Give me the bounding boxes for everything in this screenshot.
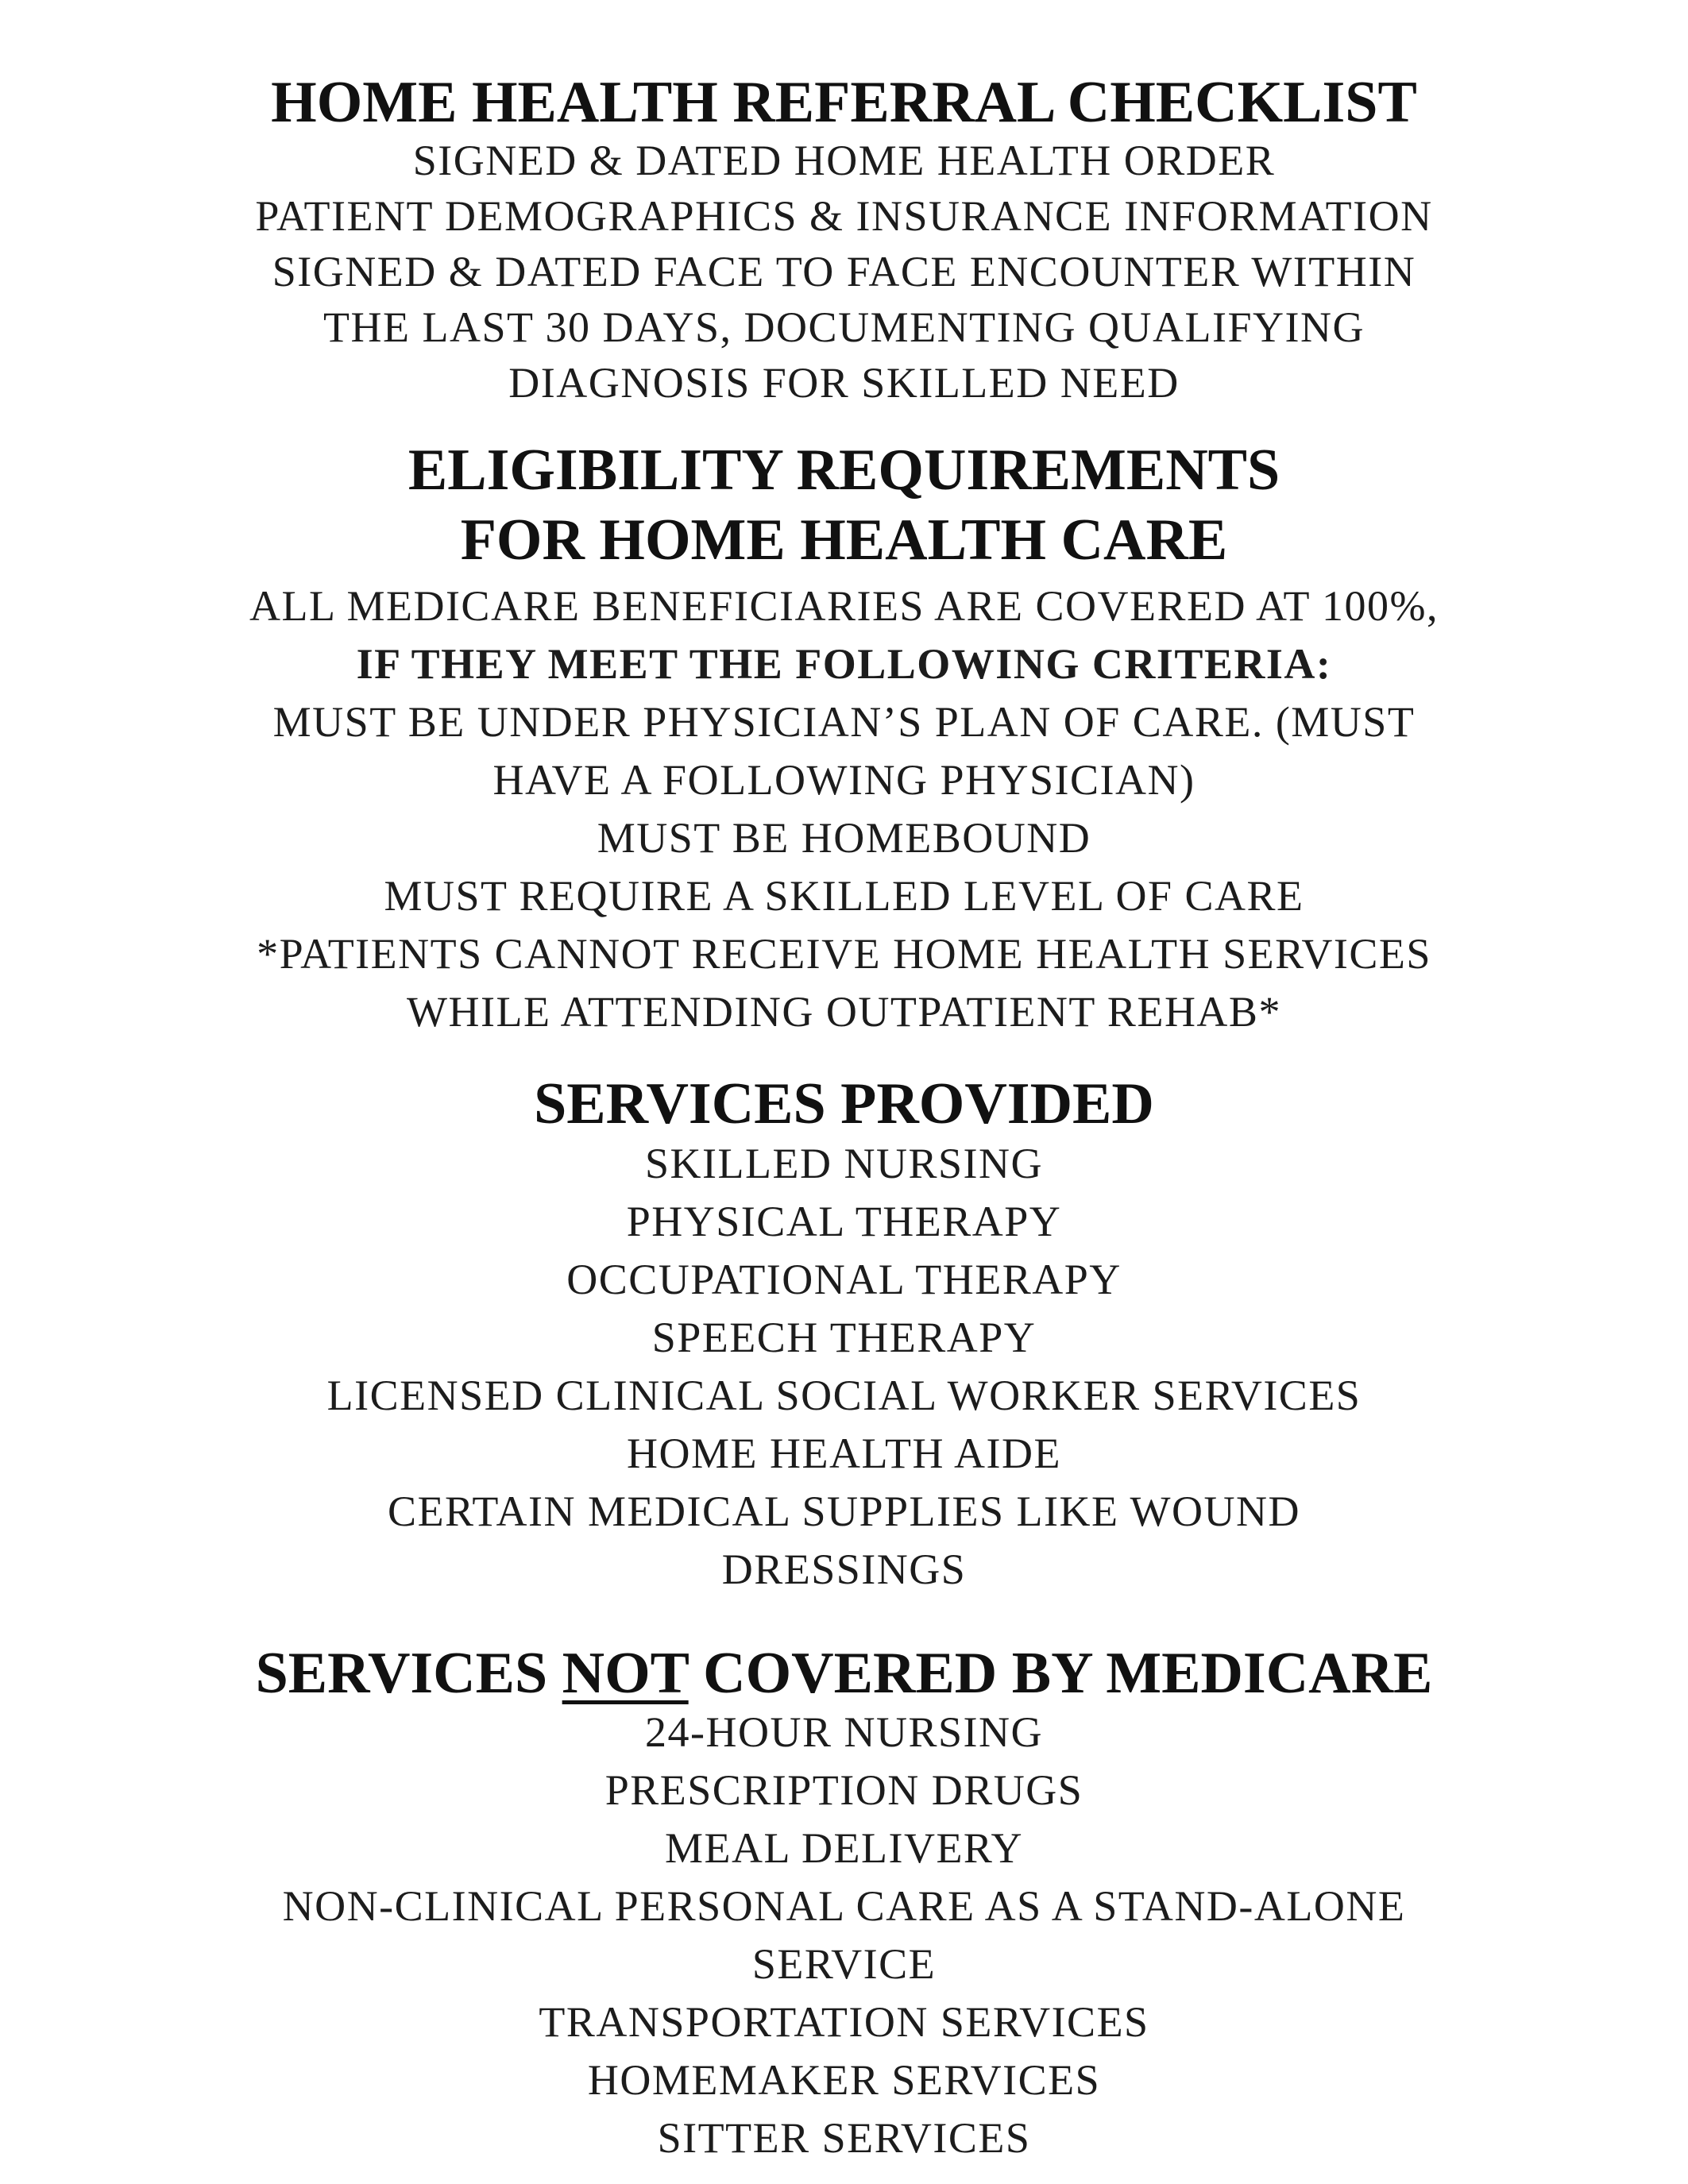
services-provided-title: SERVICES PROVIDED	[534, 1071, 1154, 1136]
eligibility-intro: ALL MEDICARE BENEFICIARIES ARE COVERED AT 100%,	[249, 582, 1439, 630]
not-covered-item: 24-HOUR NURSING	[644, 1708, 1043, 1756]
service-item: CERTAIN MEDICAL SUPPLIES LIKE WOUND	[388, 1488, 1300, 1535]
not-covered-item: SERVICE	[751, 1940, 937, 1988]
not-covered-item: SITTER SERVICES	[657, 2114, 1031, 2162]
referral-checklist-item: THE LAST 30 DAYS, DOCUMENTING QUALIFYING	[323, 303, 1365, 351]
eligibility-criteria-lead: IF THEY MEET THE FOLLOWING CRITERIA:	[356, 640, 1332, 688]
eligibility-title-line-2: FOR HOME HEALTH CARE	[460, 507, 1228, 573]
eligibility-note: *PATIENTS CANNOT RECEIVE HOME HEALTH SERVICES	[257, 930, 1431, 978]
eligibility-criterion: HAVE A FOLLOWING PHYSICIAN)	[492, 756, 1196, 804]
eligibility-criterion: MUST REQUIRE A SKILLED LEVEL OF CARE	[384, 872, 1304, 920]
service-item: PHYSICAL THERAPY	[626, 1198, 1062, 1245]
referral-checklist-item: PATIENT DEMOGRAPHICS & INSURANCE INFORMATION	[255, 192, 1433, 240]
services-not-covered-title-prefix: SERVICES	[255, 1641, 562, 1706]
eligibility-criterion: MUST BE UNDER PHYSICIAN’S PLAN OF CARE. (MUST	[272, 698, 1416, 746]
services-not-covered-title-suffix: COVERED BY MEDICARE	[688, 1641, 1433, 1706]
service-item: DRESSINGS	[721, 1545, 967, 1593]
eligibility-note: WHILE ATTENDING OUTPATIENT REHAB*	[407, 988, 1281, 1036]
referral-checklist-item: SIGNED & DATED FACE TO FACE ENCOUNTER WITHIN	[272, 248, 1416, 295]
not-covered-item: NON-CLINICAL PERSONAL CARE AS A STAND-ALONE	[282, 1882, 1406, 1930]
referral-checklist-title: HOME HEALTH REFERRAL CHECKLIST	[271, 70, 1417, 135]
not-covered-item: TRANSPORTATION SERVICES	[539, 1998, 1149, 2046]
not-covered-item: HOMEMAKER SERVICES	[587, 2056, 1101, 2104]
service-item: SKILLED NURSING	[645, 1140, 1043, 1187]
service-item: LICENSED CLINICAL SOCIAL WORKER SERVICES	[326, 1372, 1362, 1419]
not-covered-item: MEAL DELIVERY	[665, 1824, 1023, 1872]
referral-checklist-item: SIGNED & DATED HOME HEALTH ORDER	[412, 137, 1276, 184]
eligibility-criterion: MUST BE HOMEBOUND	[597, 814, 1091, 862]
services-not-covered-title-emphasis: NOT	[562, 1641, 689, 1706]
service-item: OCCUPATIONAL THERAPY	[566, 1256, 1122, 1303]
eligibility-title-line-1: ELIGIBILITY REQUIREMENTS	[408, 438, 1280, 503]
service-item: SPEECH THERAPY	[651, 1314, 1037, 1361]
service-item: HOME HEALTH AIDE	[627, 1430, 1061, 1477]
referral-checklist-item: DIAGNOSIS FOR SKILLED NEED	[508, 359, 1180, 407]
services-not-covered-title	[0, 1638, 1688, 1709]
not-covered-item: PRESCRIPTION DRUGS	[605, 1766, 1083, 1814]
